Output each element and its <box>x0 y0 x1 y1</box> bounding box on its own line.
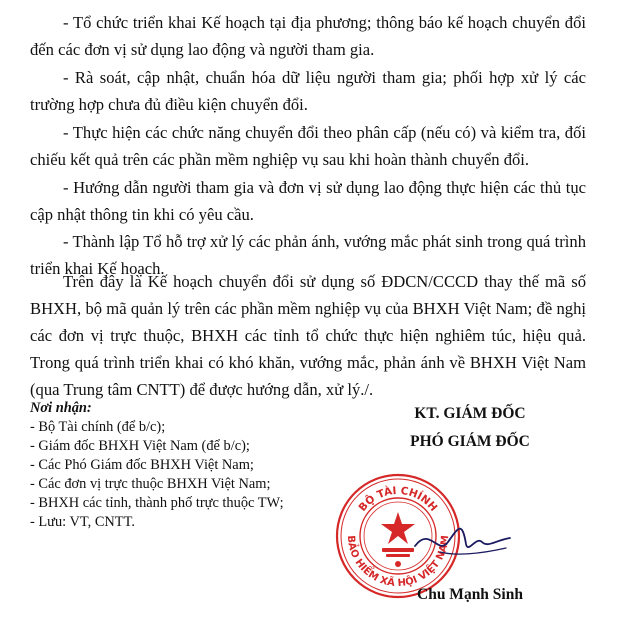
recipient-item: - Các đơn vị trực thuộc BHXH Việt Nam; <box>30 476 271 492</box>
handwritten-signature-icon <box>410 512 515 562</box>
recipients-title: Nơi nhận: <box>30 400 92 416</box>
paragraph-5: - Thành lập Tổ hỗ trợ xử lý các phản ánh, vướng mắc phát sinh trong quá trình triển khai Kế hoạch. <box>30 232 586 278</box>
signature-title-line-2: PHÓ GIÁM ĐỐC <box>410 433 530 450</box>
recipient-item: - BHXH các tỉnh, thành phố trực thuộc TW; <box>30 495 284 511</box>
seal-ring-text: BẢO HIỂM XÃ HỘI VIỆT NAM <box>344 534 452 590</box>
paragraph-1: - Tổ chức triển khai Kế hoạch tại địa phương; thông báo kế hoạch chuyển đổi đến các đơn vị sử dụng lao động và người tham gia. <box>30 13 586 59</box>
recipients-list <box>30 418 360 532</box>
paragraph-4: - Hướng dẫn người tham gia và đơn vị sử dụng lao động thực hiện các thủ tục cập nhật thông tin khi có yêu cầu. <box>30 178 586 224</box>
paragraph-3: - Thực hiện các chức năng chuyển đổi theo phân cấp (nếu có) và kiểm tra, đối chiếu kết quả trên các phần mềm nghiệp vụ sau khi hoàn thành chuyển đổi. <box>30 123 586 169</box>
recipient-item: - Giám đốc BHXH Việt Nam (để b/c); <box>30 438 250 454</box>
closing-paragraph: Trên đây là Kế hoạch chuyển đổi sử dụng số ĐDCN/CCCD thay thế mã số BHXH, bộ mã quản lý trên các phần mềm nghiệp vụ của BHXH Việt Nam; đề nghị các đơn vị trực thuộc, BHXH các tỉnh tổ chức thực hiện nghiêm túc, hiệu quả. Trong quá trình triển khai có khó khăn, vướng mắc, phản ánh về BHXH Việt Nam (qua Trung tâm CNTT) để được hướng dẫn, xử lý./. <box>30 272 586 399</box>
recipient-item: - Các Phó Giám đốc BHXH Việt Nam; <box>30 457 254 473</box>
signature-title-line-1: KT. GIÁM ĐỐC <box>414 405 526 422</box>
svg-text:BỘ TÀI CHÍNH <box>357 484 440 514</box>
paragraph-2: - Rà soát, cập nhật, chuẩn hóa dữ liệu người tham gia; phối hợp xử lý các trường hợp chưa đủ điều kiện chuyển đổi. <box>30 68 586 114</box>
signer-name: Chu Mạnh Sinh <box>417 586 523 603</box>
seal-top-text: BỘ TÀI CHÍNH <box>356 484 440 514</box>
recipient-item: - Bộ Tài chính (để b/c); <box>30 419 166 435</box>
recipients-block <box>30 399 360 532</box>
recipient-item: - Lưu: VT, CNTT. <box>30 514 135 530</box>
